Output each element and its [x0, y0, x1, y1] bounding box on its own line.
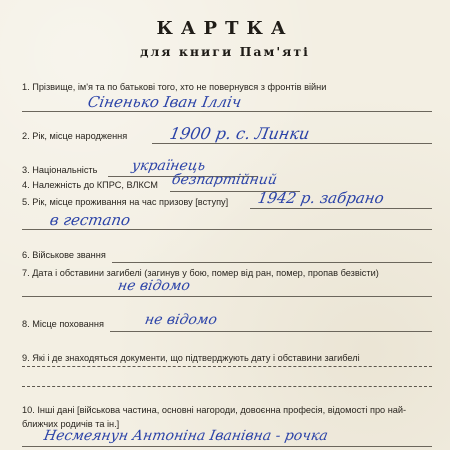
field-9-line [22, 366, 432, 367]
card-subtitle: для книги Пам'яті [140, 44, 310, 59]
field-5-value-continued: в гестапо [48, 211, 132, 229]
field-7-label: 7. Дата і обставини загибелі (загинув у бою, помер від ран, помер, пропав безвісти) [22, 268, 379, 278]
field-1-label: 1. Прізвище, ім'я та по батькові того, хто не повернувся з фронтів війни [22, 82, 327, 92]
field-7-value: не відомо [116, 278, 192, 294]
field-2-line [152, 143, 432, 144]
field-6-label: 6. Військове звання [22, 250, 106, 260]
field-5-line [250, 208, 432, 209]
field-4-value: безпартійний [170, 172, 279, 188]
field-5-value: 1942 р. забрано [256, 189, 386, 207]
field-9-label: 9. Які і де знаходяться документи, що підтверджують дату і обставини загибелі [22, 353, 360, 363]
field-6-line [112, 262, 432, 263]
field-5-label: 5. Рік, місце проживання на час призову [вступу] [22, 197, 229, 207]
field-10-value: Несмеянун Антоніна Іванівна - рочка [42, 428, 330, 444]
field-2-label: 2. Рік, місце народження [22, 131, 128, 141]
field-4-label: 4. Належність до КПРС, ВЛКСМ [22, 180, 158, 190]
field-2-value: 1900 р. с. Линки [168, 124, 312, 143]
field-1-value: Сіненько Іван Ілліч [86, 93, 243, 111]
field-10-line [22, 446, 432, 447]
field-8-label: 8. Місце поховання [22, 319, 104, 329]
field-10-label-continued: ближчих родичів та ін.] [22, 419, 120, 429]
field-5-line-2 [22, 229, 432, 230]
field-1-line [22, 111, 432, 112]
field-7-line [22, 296, 432, 297]
field-8-value: не відомо [143, 312, 219, 328]
field-9-line-2 [22, 386, 432, 387]
field-10-label: 10. Інші дані [військова частина, основні нагороди, довоєнна професія, відомості про най- [22, 405, 407, 415]
field-3-label: 3. Національність [22, 165, 98, 175]
card-title: КАРТКА [156, 18, 294, 39]
field-8-line [110, 331, 432, 332]
field-3-value: українець [130, 158, 207, 174]
